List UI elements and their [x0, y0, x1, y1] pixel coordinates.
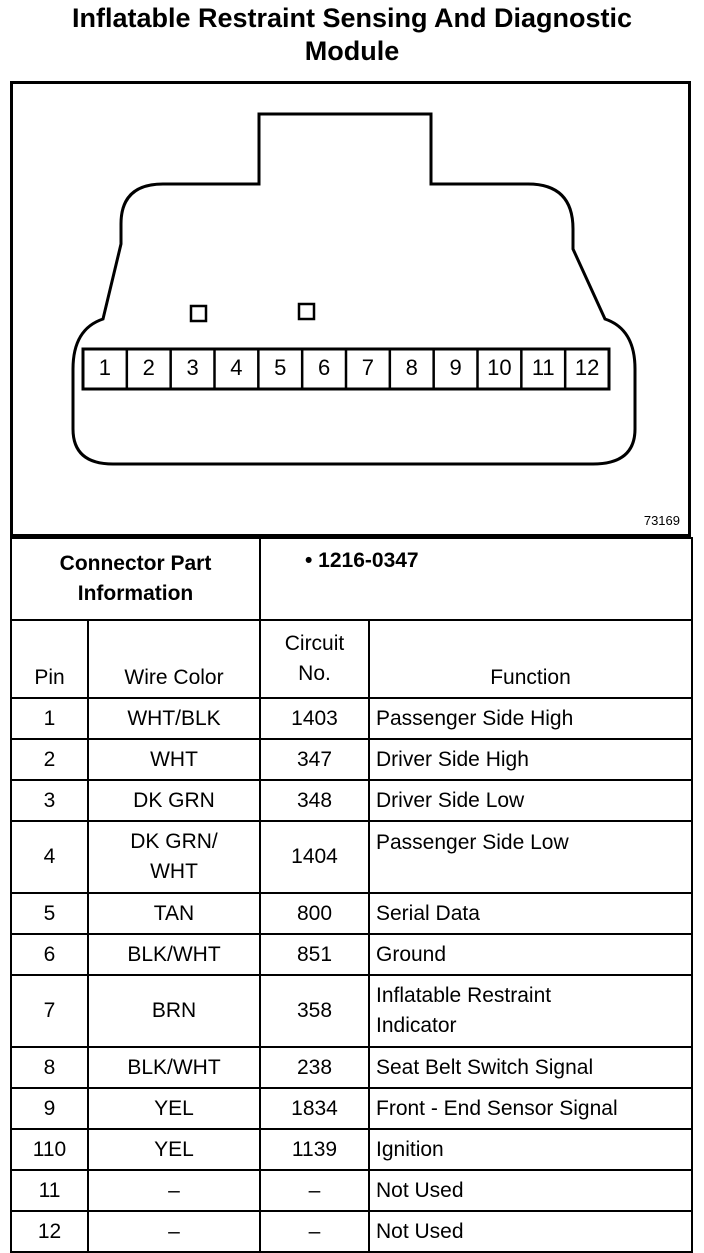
- connector-pin-2: 2: [142, 355, 155, 380]
- cell-wire-color: –: [88, 1170, 260, 1211]
- cell-pin: 1: [11, 698, 88, 739]
- title-line-1: Inflatable Restraint Sensing And Diagnostic: [71, 3, 633, 33]
- wire-color-line: DK GRN/: [130, 830, 218, 853]
- connector-info-label: [11, 538, 260, 620]
- table-row: [11, 934, 692, 975]
- header-circuit-line-2: No.: [298, 662, 331, 685]
- connector-pin-1: 1: [98, 355, 112, 380]
- cell-pin: 6: [11, 934, 88, 975]
- cell-function: Passenger Side Low: [369, 821, 692, 893]
- cell-circuit: –: [260, 1211, 369, 1252]
- cell-circuit: 347: [260, 739, 369, 780]
- cell-wire-color: YEL: [88, 1088, 260, 1129]
- cell-circuit: 238: [260, 1047, 369, 1088]
- connector-pin-8: 8: [405, 355, 418, 380]
- header-circuit: [260, 620, 369, 698]
- cell-wire-color: [88, 821, 260, 893]
- cell-function: Not Used: [369, 1170, 692, 1211]
- table-row: [11, 698, 692, 739]
- cell-function: Driver Side High: [369, 739, 692, 780]
- cell-pin: 4: [11, 821, 88, 893]
- connector-pin-10: 10: [487, 355, 512, 380]
- housing-outline: [73, 114, 635, 464]
- cell-function: Ignition: [369, 1129, 692, 1170]
- connector-pin-12: 12: [574, 355, 600, 380]
- cell-wire-color: DK GRN: [88, 780, 260, 821]
- cell-circuit: 800: [260, 893, 369, 934]
- title-line-2: Module: [304, 36, 400, 66]
- cell-function: Passenger Side High: [369, 698, 692, 739]
- cell-wire-color: WHT: [88, 739, 260, 780]
- cell-circuit: 1403: [260, 698, 369, 739]
- table-row: [11, 821, 692, 893]
- cell-wire-color: BLK/WHT: [88, 934, 260, 975]
- table-row: [11, 739, 692, 780]
- cell-wire-color: BLK/WHT: [88, 1047, 260, 1088]
- table-row: [11, 1211, 692, 1252]
- page-title: [0, 2, 704, 68]
- connector-label-line-2: Information: [77, 582, 194, 605]
- header-wire-color: Wire Color: [88, 620, 260, 698]
- cell-pin: 11: [11, 1170, 88, 1211]
- cell-function: Front - End Sensor Signal: [369, 1088, 692, 1129]
- cell-function: Ground: [369, 934, 692, 975]
- connector-pin-9: 9: [449, 355, 462, 380]
- cell-circuit: –: [260, 1170, 369, 1211]
- wire-color-line: WHT: [150, 860, 198, 883]
- cell-pin: 5: [11, 893, 88, 934]
- cell-function: Seat Belt Switch Signal: [369, 1047, 692, 1088]
- diagram-code: 73169: [643, 513, 680, 528]
- table-row: [11, 780, 692, 821]
- connector-pin-11: 11: [531, 355, 555, 380]
- table-row: [11, 1170, 692, 1211]
- cell-circuit: 851: [260, 934, 369, 975]
- cell-pin: 7: [11, 975, 88, 1047]
- cell-function: Serial Data: [369, 893, 692, 934]
- connector-pin-5: 5: [274, 355, 287, 380]
- cell-pin: 2: [11, 739, 88, 780]
- table-row: [11, 1047, 692, 1088]
- cell-wire-color: BRN: [88, 975, 260, 1047]
- connector-label-line-1: Connector Part: [59, 552, 212, 575]
- cell-function: [369, 975, 692, 1047]
- table-row: [11, 1088, 692, 1129]
- connector-diagram: [10, 81, 691, 537]
- cell-circuit: 1404: [260, 821, 369, 893]
- connector-pin-6: 6: [317, 355, 331, 380]
- cell-wire-color: –: [88, 1211, 260, 1252]
- connector-outline: [13, 84, 688, 534]
- connector-pin-4: 4: [230, 355, 243, 380]
- table-row: [11, 1129, 692, 1170]
- cell-wire-color: YEL: [88, 1129, 260, 1170]
- pinout-table: [10, 537, 693, 1253]
- header-circuit-line-1: Circuit: [284, 632, 345, 655]
- cell-function: Driver Side Low: [369, 780, 692, 821]
- cell-circuit: 1139: [260, 1129, 369, 1170]
- table-row: [11, 975, 692, 1047]
- cell-function: Not Used: [369, 1211, 692, 1252]
- cell-circuit: 1834: [260, 1088, 369, 1129]
- function-line: Inflatable Restraint: [376, 984, 552, 1007]
- alignment-square-2: [299, 304, 314, 319]
- function-line: Indicator: [376, 1014, 457, 1037]
- alignment-square-1: [191, 306, 206, 321]
- connector-info-row: [11, 538, 692, 620]
- connector-part-number: • 1216-0347: [260, 538, 692, 620]
- cell-pin: 3: [11, 780, 88, 821]
- cell-pin: 8: [11, 1047, 88, 1088]
- cell-pin: 110: [11, 1129, 88, 1170]
- cell-circuit: 348: [260, 780, 369, 821]
- header-function: Function: [369, 620, 692, 698]
- cell-pin: 12: [11, 1211, 88, 1252]
- cell-pin: 9: [11, 1088, 88, 1129]
- connector-pin-7: 7: [361, 355, 375, 380]
- cell-circuit: 358: [260, 975, 369, 1047]
- cell-wire-color: TAN: [88, 893, 260, 934]
- connector-pin-3: 3: [186, 355, 199, 380]
- table-row: [11, 893, 692, 934]
- cell-wire-color: WHT/BLK: [88, 698, 260, 739]
- table-header-row: [11, 620, 692, 698]
- header-pin: Pin: [11, 620, 88, 698]
